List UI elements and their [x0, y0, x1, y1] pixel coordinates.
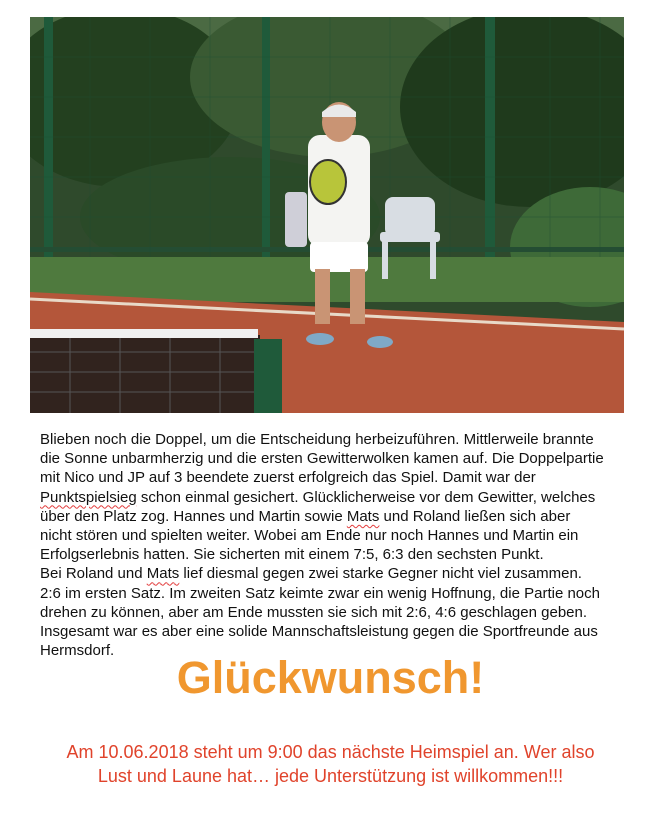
- article-line: Blieben noch die Doppel, um die Entscheidung herbeizuführen. Mittlerweile brannte: [40, 431, 594, 448]
- spellcheck-word: Punktspielsieg: [40, 488, 137, 506]
- article-line: Hermsdorf.: [40, 642, 115, 660]
- article-line: nicht stören und spielten weiter. Wobei am Ende nur noch Hannes und Martin ein: [40, 527, 579, 545]
- article-line: die Sonne unbarmherzig und die ersten Gewitterwolken kamen auf. Die Doppelpartie: [40, 450, 604, 468]
- article-line: mit Nico und JP auf 3 beendete zuerst erfolgreich das Spiel. Damit war der: [40, 469, 536, 487]
- article-text: [40, 430, 630, 660]
- announcement-line-2: Lust und Laune hat… jede Unterstützung ist willkommen!!!: [97, 766, 564, 786]
- announcement-line-1: Am 10.06.2018 steht um 9:00 das nächste Heimspiel an. Wer also: [66, 742, 595, 762]
- article-line: Punktspielsieg schon einmal gesichert. Glücklicherweise vor dem Gewitter, welches: [40, 488, 596, 506]
- article-line: 2:6 im ersten Satz. Im zweiten Satz keimte zwar ein wenig Hoffnung, die Partie noch: [40, 584, 600, 602]
- next-match-announcement: [0, 740, 661, 788]
- article-line: Insgesamt war es aber eine solide Mannschaftsleistung gegen die Sportfreunde aus: [40, 623, 598, 641]
- article-line: drehen zu können, aber am Ende mussten sie sich mit 2:6, 4:6 geschlagen geben.: [40, 603, 588, 621]
- article-line: Bei Roland und Mats lief diesmal gegen zwei starke Gegner nicht viel zusammen.: [40, 565, 582, 583]
- congratulations-headline: Glückwunsch!: [176, 652, 485, 703]
- spellcheck-word: Mats: [346, 507, 380, 525]
- spellcheck-word: Mats: [146, 565, 180, 583]
- article-line: über den Platz zog. Hannes und Martin sowie Mats und Roland ließen sich aber: [40, 507, 571, 525]
- tennis-player-photo: [30, 17, 624, 413]
- article-line: Erfolgserlebnis hatten. Sie sicherten mit einem 7:5, 6:3 den sechsten Punkt.: [40, 546, 544, 564]
